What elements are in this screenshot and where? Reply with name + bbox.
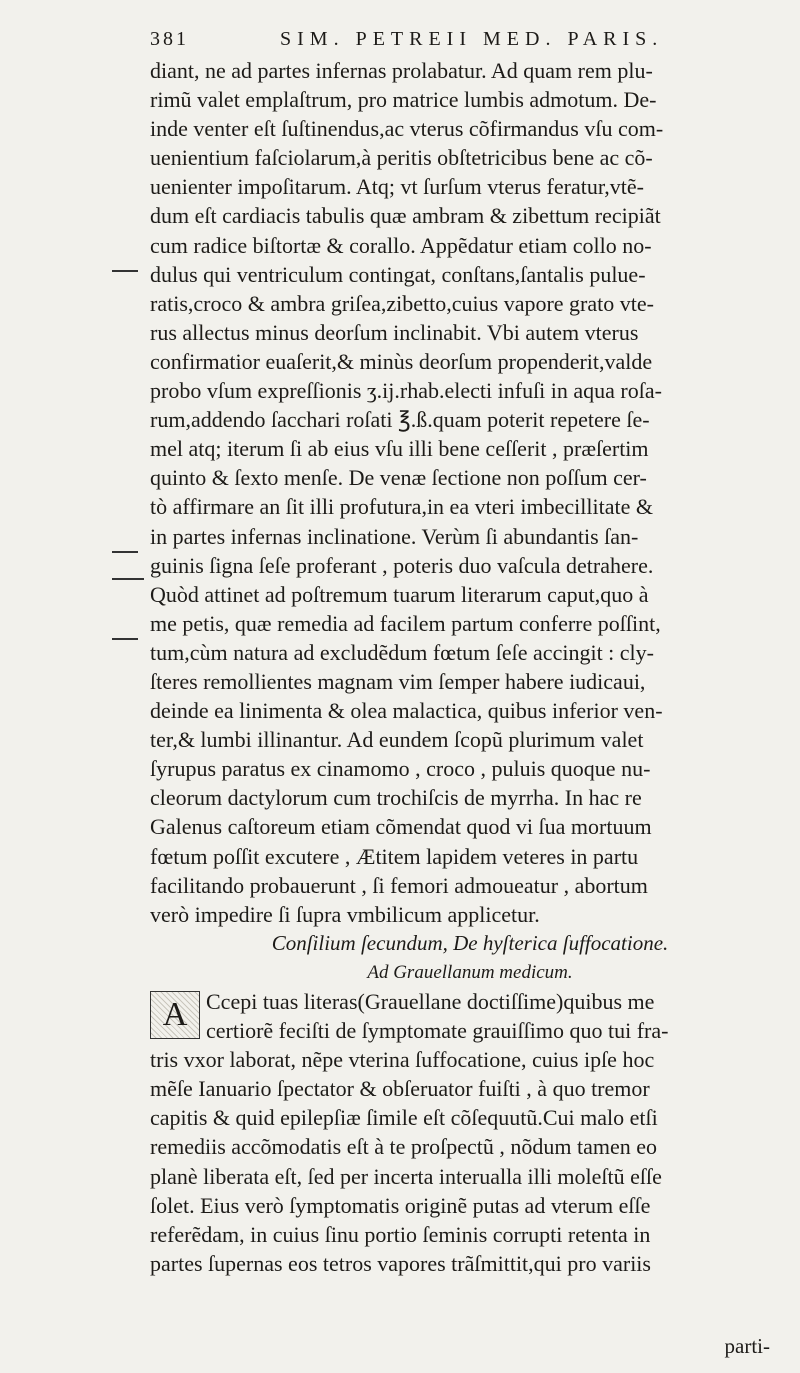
page-number: 381: [150, 28, 189, 50]
margin-mark: [112, 638, 138, 640]
text-line: dulus qui ventriculum contingat, conſtans,ſantalis pulue-: [150, 261, 646, 287]
text-line: deinde ea linimenta & olea malactica, quibus inferior ven-: [150, 698, 663, 724]
text-line: remediis accõmodatis eſt à te proſpectũ , nõdum tamen eo: [150, 1134, 658, 1160]
text-line: cum radice biſtortæ & corallo. Appẽdatur etiam collo no-: [150, 232, 652, 258]
text-line: referẽdam, in cuius ſinu portio ſeminis corrupti retenta in: [150, 1221, 651, 1247]
catchword: parti-: [724, 1334, 770, 1358]
text-line: rimũ valet emplaſtrum, pro matrice lumbis admotum. De-: [150, 87, 657, 113]
text-line: uenienter impoſitarum. Atq; vt ſurſum vterus feratur,vtẽ-: [150, 174, 644, 200]
text-line: capitis & quid epilepſiæ ſimile eſt cõſequutũ.Cui malo etſi: [150, 1105, 658, 1131]
text-line: verò impedire ſi ſupra vmbilicum applicetur.: [150, 901, 540, 927]
text-line: mẽſe Ianuario ſpectator & obſeruator fuiſti , à quo tremor: [150, 1076, 650, 1102]
text-line: rus allectus minus deorſum inclinabit. Vbi autem vterus: [150, 319, 639, 345]
text-line: facilitando probauerunt , ſi femori admoueatur , abortum: [150, 872, 648, 898]
margin-mark: [112, 551, 138, 553]
text-line: ſteres remollientes magnam vim ſemper habere iudicaui,: [150, 668, 646, 694]
text-line: Quòd attinet ad poſtremum tuarum literarum caput,quo à: [150, 581, 649, 607]
text-line: partes ſupernas eos tetros vapores trãſmittit,qui pro variis: [150, 1250, 651, 1276]
text-line: ſolet. Eius verò ſymptomatis originẽ putas ad vterum eſſe: [150, 1192, 651, 1218]
text-line: me petis, quæ remedia ad facilem partum conferre poſſint,: [150, 610, 661, 636]
text-line: tò affirmare an ſit illi profutura,in ea vteri imbecillitate &: [150, 494, 653, 520]
text-line: certiorẽ feciſti de ſymptomate grauiſſimo quo tui fra-: [206, 1018, 669, 1044]
text-line: inde venter eſt ſuſtinendus,ac vterus cõfirmandus vſu com-: [150, 116, 664, 142]
text-line: probo vſum expreſſionis ʒ.ij.rhab.electi infuſi in aqua roſa-: [150, 378, 662, 404]
text-line: planè liberata eſt, ſed per incerta interualla illi moleſtũ eſſe: [150, 1163, 662, 1189]
text-line: Galenus caſtoreum etiam cõmendat quod vi ſua mortuum: [150, 814, 652, 840]
text-line: cleorum dactylorum cum trochiſcis de myrrha. In hac re: [150, 785, 642, 811]
text-line: uenientium faſciolarum,à peritis obſtetricibus bene ac cõ-: [150, 145, 653, 171]
section-heading: Conſilium ſecundum, De hyſterica ſuffocatione.: [271, 930, 669, 955]
text-line: quinto & ſexto menſe. De venæ ſectione non poſſum cer-: [150, 465, 647, 491]
running-head: SIM. PETREII MED. PARIS.: [280, 28, 664, 50]
text-line: tris vxor laborat, nẽpe vterina ſuffocatione, cuius ipſe hoc: [150, 1047, 655, 1073]
text-line: ratis,croco & ambra griſea,zibetto,cuius vapore grato vte-: [150, 290, 654, 316]
main-text: [150, 56, 790, 1278]
text-line: guinis ſigna ſeſe proferant , poteris duo vaſcula detrahere.: [150, 552, 654, 578]
text-line: in partes infernas inclinatione. Verùm ſi abundantis ſan-: [150, 523, 639, 549]
text-line: dum eſt cardiacis tabulis quæ ambram & zibettum recipiãt: [150, 203, 661, 229]
text-line: ſyrupus paratus ex cinamomo , croco , puluis quoque nu-: [150, 756, 651, 782]
text-line: rum,addendo ſacchari roſati ℥.ß.quam poterit repetere ſe-: [150, 407, 650, 433]
drop-cap: A: [150, 991, 200, 1039]
text-line: mel atq; iterum ſi ab eius vſu illi bene ceſſerit , præſertim: [150, 436, 649, 462]
section-subheading: Ad Grauellanum medicum.: [367, 961, 573, 983]
text-line: confirmatior euaſerit,& minùs deorſum propenderit,valde: [150, 348, 653, 374]
text-line: Ccepi tuas literas(Grauellane doctiſſime)quibus me: [206, 989, 655, 1014]
margin-mark: [112, 578, 144, 580]
text-line: fœtum poſſit excutere , Ætitem lapidem veteres in partu: [150, 843, 639, 869]
text-line: diant, ne ad partes infernas prolabatur. Ad quam rem plu-: [150, 58, 653, 83]
text-line: tum,cùm natura ad excludẽdum fœtum ſeſe accingit : cly-: [150, 639, 654, 665]
margin-mark: [112, 270, 138, 272]
text-line: ter,& lumbi illinantur. Ad eundem ſcopũ plurimum valet: [150, 727, 644, 753]
